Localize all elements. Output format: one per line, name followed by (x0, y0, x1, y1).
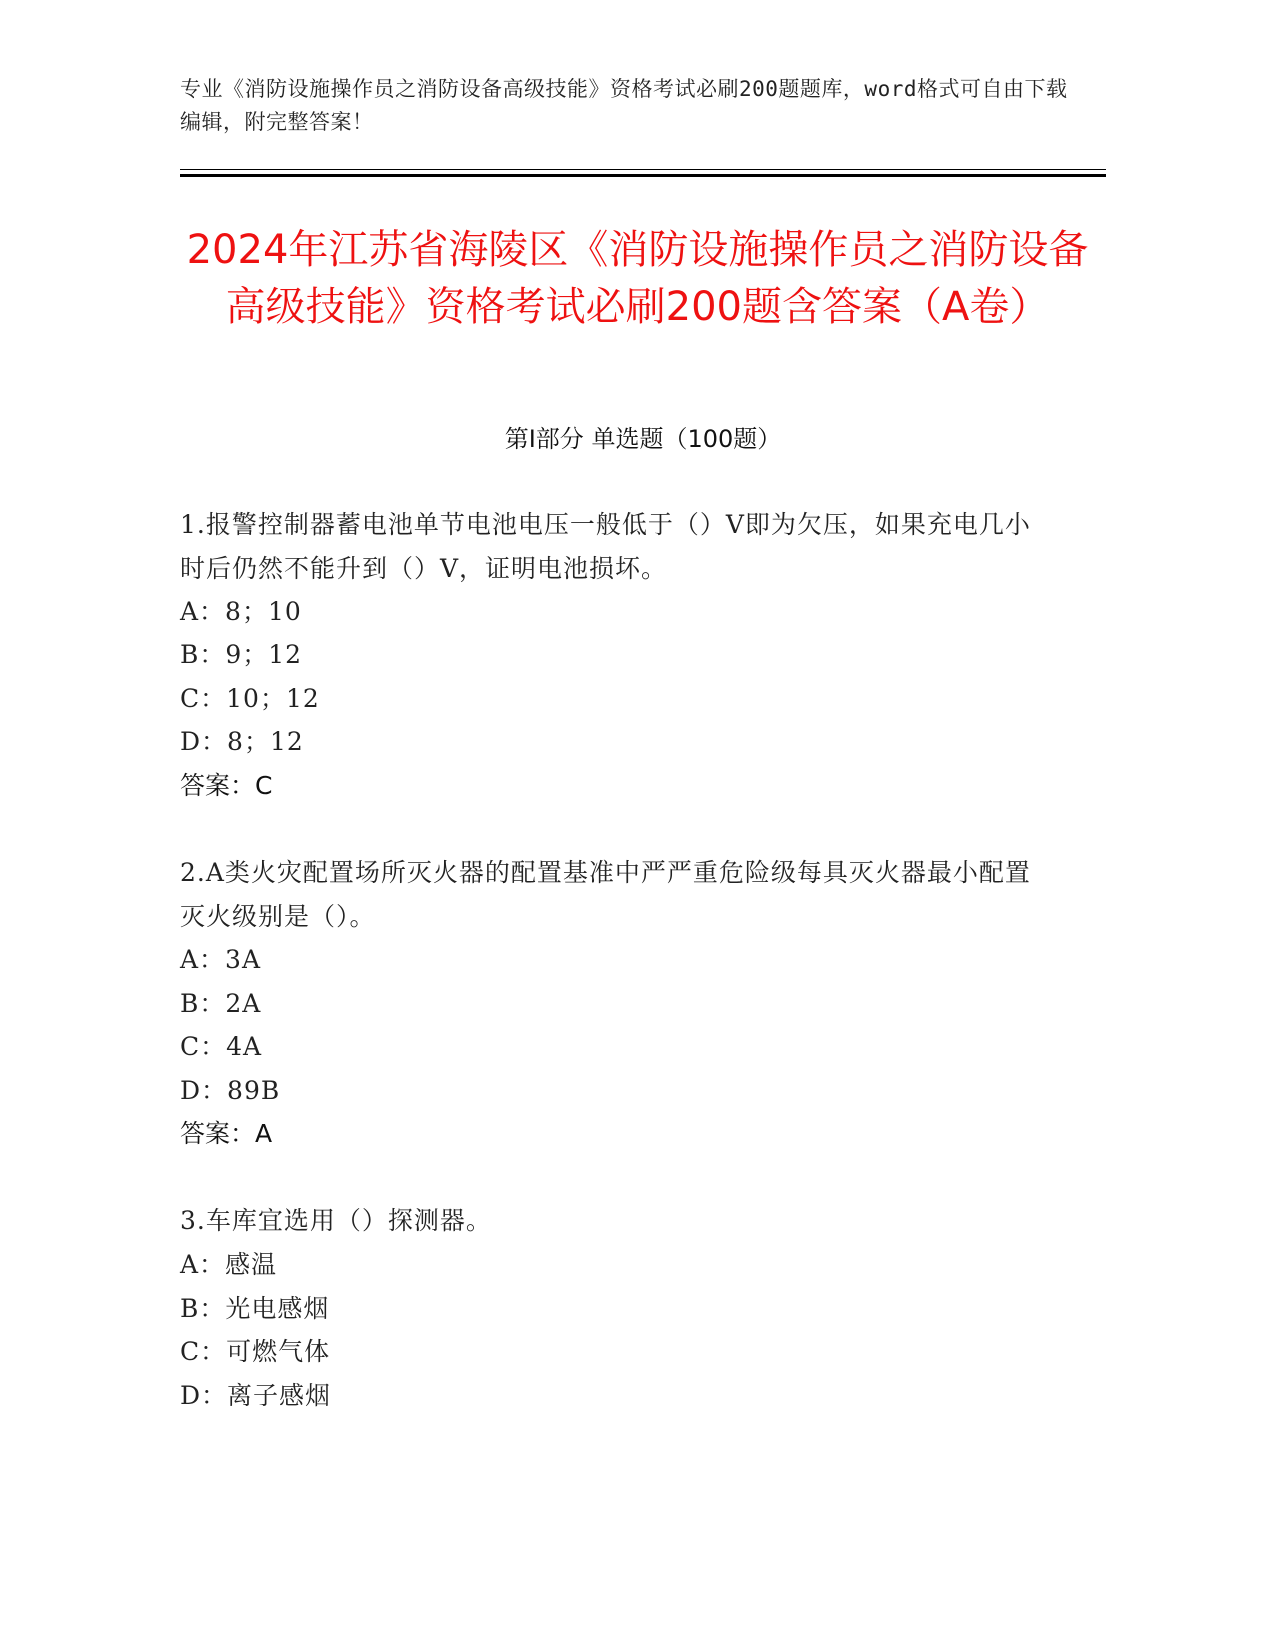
document-title: 2024年江苏省海陵区《消防设施操作员之消防设备高级技能》资格考试必刷200题含答案（A卷） (186, 227, 1089, 330)
question-answer: 答案：A (180, 1119, 273, 1148)
question-stem: 1.报警控制器蓄电池单节电池电压一般低于（）V即为欠压，如果充电几小时后仍然不能升到（）V，证明电池损坏。 (180, 510, 1031, 583)
question-option: D：离子感烟 (180, 1381, 332, 1410)
question-option: C：可燃气体 (180, 1337, 331, 1366)
header-note: 专业《消防设施操作员之消防设备高级技能》资格考试必刷200题题库，word格式可自由下载编辑，附完整答案！ (180, 77, 1068, 134)
question-option: A：3A (180, 945, 262, 974)
question-option: B：光电感烟 (180, 1294, 330, 1323)
header-divider-thick (180, 174, 1106, 177)
header-divider-thin (180, 169, 1106, 170)
question-option: C：4A (180, 1032, 263, 1061)
section-title: 第Ⅰ部分 单选题（100题） (504, 425, 782, 453)
question-option: A：8；10 (180, 597, 302, 626)
question-option: B：9；12 (180, 640, 303, 669)
question-option: C：10；12 (180, 684, 320, 713)
question-stem: 3.车库宜选用（）探测器。 (180, 1206, 492, 1235)
question-option: A：感温 (180, 1250, 278, 1279)
question-option: B：2A (180, 989, 262, 1018)
question-stem: 2.A类火灾配置场所灭火器的配置基准中严严重危险级每具灭火器最小配置灭火级别是（）。 (180, 858, 1031, 931)
question-answer: 答案：C (180, 771, 273, 800)
question-option: D：8；12 (180, 727, 304, 756)
question-option: D：89B (180, 1076, 281, 1105)
